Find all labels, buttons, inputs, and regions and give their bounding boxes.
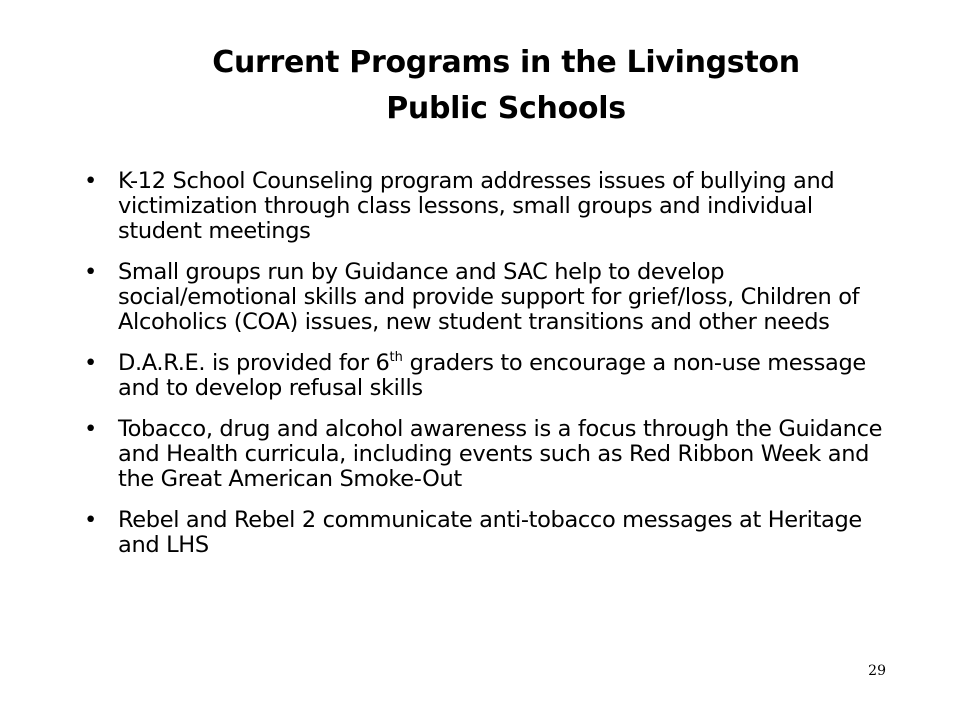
bullet-item-small-groups [84,260,896,335]
bullet-item-rebel [84,508,896,558]
bullet-text: Rebel and Rebel 2 communicate anti-tobacco messages at Heritage and LHS [118,507,862,558]
ordinal-superscript: th [389,350,403,365]
slide-title-line-1: Current Programs in the Livingston [212,45,800,80]
bullet-text-after-superscript: graders to encourage a non-use message and to develop refusal skills [118,350,866,401]
bullet-list [84,169,896,574]
slide-title-line-2: Public Schools [386,91,626,126]
bullet-dot-icon: • [84,507,97,533]
bullet-item-dare [84,351,896,401]
bullet-dot-icon: • [84,168,97,194]
bullet-dot-icon: • [84,259,97,285]
bullet-text: K-12 School Counseling program addresses issues of bullying and victimization through class lessons, small groups and individual student meetings [118,168,835,244]
bullet-dot-icon: • [84,416,97,442]
bullet-item-counseling [84,169,896,244]
bullet-text-before-superscript: D.A.R.E. is provided for 6 [118,350,390,376]
bullet-dot-icon: • [84,350,97,376]
bullet-text: Tobacco, drug and alcohol awareness is a focus through the Guidance and Health curricula, including events such as Red Ribbon Week and the Great American Smoke-Out [118,416,883,492]
page-number: 29 [868,663,886,679]
bullet-text: Small groups run by Guidance and SAC help to develop social/emotional skills and provide support for grief/loss, Children of Alcoholics (COA) issues, new student transitions and other needs [118,259,860,335]
bullet-item-awareness [84,417,896,492]
slide-title [100,40,912,132]
bullet-text [118,351,896,401]
